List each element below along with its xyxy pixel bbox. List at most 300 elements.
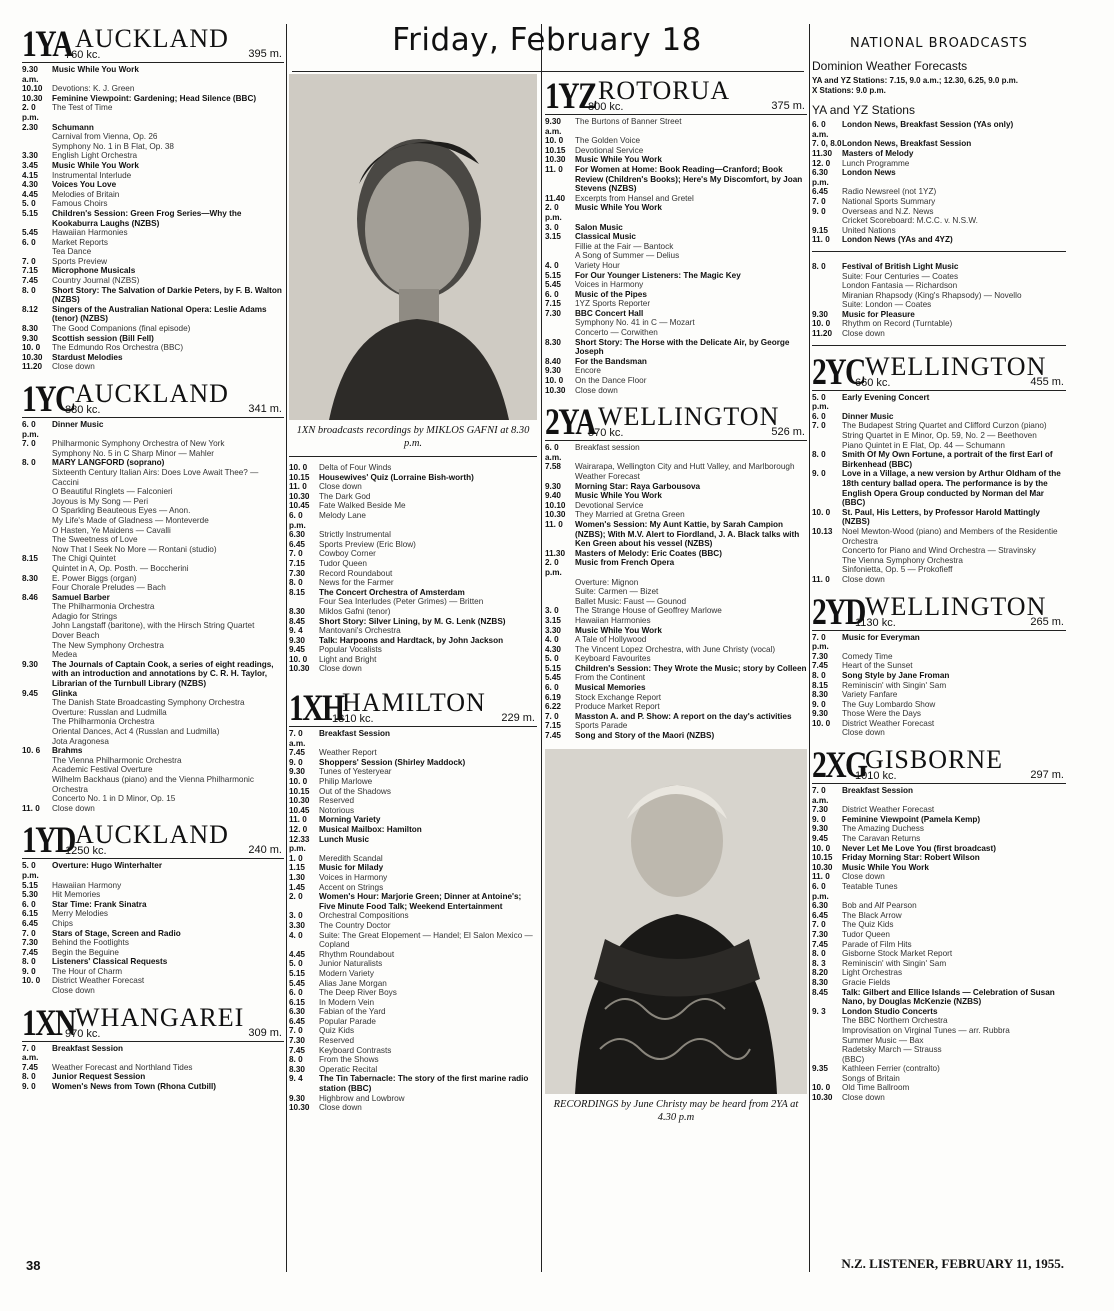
program-entry <box>289 815 537 825</box>
program-entry <box>22 756 284 766</box>
program-title: Stardust Melodies <box>52 352 123 362</box>
program-entry <box>22 737 284 747</box>
station-wavelength: 341 m. <box>248 403 282 415</box>
program-time: 9.30 <box>812 309 828 319</box>
program-time: 6.30 <box>812 901 828 911</box>
station-city: WELLINGTON <box>865 591 1047 621</box>
program-title: Tunes of Yesteryear <box>319 767 392 777</box>
program-time: 2. 0 p.m. <box>545 203 562 222</box>
program-time: 9.30 a.m. <box>545 117 562 136</box>
program-time <box>545 242 575 252</box>
program-time <box>22 132 52 142</box>
station-wavelength: 455 m. <box>1030 375 1064 388</box>
program-title: Friday Morning Star: Robert Wilson <box>842 853 980 863</box>
program-time: 4.30 <box>22 180 38 190</box>
program-time <box>545 587 575 597</box>
program-title: Music While You Work <box>575 155 662 165</box>
program-time: 7.15 <box>545 721 561 731</box>
program-entry <box>812 546 1066 556</box>
program-time: 8. 0 <box>812 949 826 959</box>
program-time <box>22 727 52 737</box>
program-entry <box>289 501 537 511</box>
program-title: Lunch Programme <box>842 158 910 168</box>
program-time: 6. 0 <box>545 289 559 299</box>
program-entry <box>22 602 284 612</box>
program-title: Overture: Mignon <box>575 577 639 587</box>
program-title: For Women at Home: Book Reading—Cranford; Book Review (Children's Books); Here's My Discomfort, by Joan Stevens (NZBS) <box>575 164 803 194</box>
program-title: Improvisation on Virginal Tunes — arr. Rubbra <box>842 1025 1010 1035</box>
program-entry <box>22 641 284 651</box>
program-time: 3.30 <box>289 920 305 930</box>
program-title: Oriental Dances, Act 4 (Russlan and Ludmilla) <box>52 727 220 736</box>
program-entry <box>289 549 537 559</box>
program-title: The Vienna Symphony Orchestra <box>842 555 963 565</box>
june-christy-photo <box>545 749 807 1094</box>
program-title: Four Chorale Preludes — Bach <box>52 583 166 593</box>
station-city: HAMILTON <box>342 688 486 718</box>
station-frequency: 880 kc. <box>65 404 101 416</box>
program-title: The Deep River Boys <box>319 988 397 998</box>
program-entry <box>22 775 284 794</box>
program-entry <box>289 664 537 674</box>
program-title: Comedy Time <box>842 651 893 661</box>
program-time: 3.30 <box>545 625 561 635</box>
program-entry <box>22 238 284 248</box>
program-time: 10. 0 <box>22 343 41 353</box>
program-entry <box>812 661 1066 671</box>
program-title: Overture: Hugo Winterhalter <box>52 861 163 871</box>
program-entry <box>22 257 284 267</box>
program-entry <box>812 450 1066 469</box>
program-time: 6. 0 p.m. <box>22 420 39 439</box>
program-entry <box>545 731 807 741</box>
station-wellington <box>545 402 807 740</box>
program-title: Fabian of the Yard <box>319 1007 386 1017</box>
program-title: Ballet Music: Faust — Gounod <box>575 596 687 606</box>
program-title: The Strange House of Geoffrey Marlowe <box>575 606 722 616</box>
program-title: District Weather Forecast <box>842 718 935 728</box>
program-title: Chips <box>52 918 73 928</box>
program-entry <box>22 650 284 660</box>
program-entry <box>289 578 537 588</box>
program-entry <box>545 223 807 233</box>
program-entry <box>22 526 284 536</box>
program-entry <box>812 1055 1066 1065</box>
program-entry <box>22 209 284 228</box>
program-title: Musical Mailbox: Hamilton <box>319 825 422 834</box>
program-time: 5. 0 <box>289 959 303 969</box>
program-time: 2. 0 p.m. <box>22 103 39 122</box>
program-time: 6. 0 p.m. <box>289 510 306 530</box>
program-entry <box>812 786 1066 805</box>
program-time: 10.10 <box>22 84 43 94</box>
program-time: 2. 0 p.m. <box>545 558 562 577</box>
program-entry <box>289 655 537 665</box>
program-entry <box>545 616 807 626</box>
program-time: 5.45 <box>545 280 561 290</box>
station-header <box>289 688 537 730</box>
program-entry <box>812 187 1066 197</box>
program-time: 7. 0 a.m. <box>289 729 306 748</box>
program-title: Miklos Gafni (tenor) <box>319 606 391 616</box>
program-time <box>22 468 52 487</box>
column-4-stations <box>812 352 1066 1103</box>
program-time: 1.30 <box>289 872 305 882</box>
program-entry <box>545 635 807 645</box>
program-time: 10.30 <box>812 1093 833 1103</box>
program-time: 8.30 <box>812 690 828 700</box>
program-title: Popular Parade <box>319 1016 376 1026</box>
station-code: 1YD <box>22 820 75 862</box>
program-entry <box>22 948 284 958</box>
program-entry <box>289 873 537 883</box>
program-entry <box>289 492 537 502</box>
program-entry <box>22 305 284 324</box>
station-wavelength: 297 m. <box>1030 769 1064 782</box>
station-frequency: 660 kc. <box>855 376 891 389</box>
program-entry <box>812 272 1066 282</box>
program-entry <box>812 421 1066 431</box>
program-title: Music from French Opera <box>575 558 675 568</box>
program-title: Sports Preview <box>52 256 108 266</box>
program-time <box>22 765 52 775</box>
program-time <box>812 565 842 575</box>
program-time <box>22 535 52 545</box>
program-time: 7. 0 <box>22 928 36 938</box>
program-entry <box>22 890 284 900</box>
program-title: Music for Milady <box>319 863 384 873</box>
station-frequency: 570 kc. <box>588 427 624 440</box>
program-entry <box>289 1094 537 1104</box>
program-entry <box>289 979 537 989</box>
program-entry <box>22 497 284 507</box>
program-time: 9.30 <box>22 659 38 669</box>
program-entry <box>545 271 807 281</box>
program-time: 9.35 <box>812 1064 828 1074</box>
program-time: 8.30 <box>289 1064 305 1074</box>
program-entry <box>545 482 807 492</box>
program-title: Music While You Work <box>575 491 662 501</box>
program-time: 10.30 <box>289 491 310 501</box>
program-time: 10.30 <box>545 510 566 520</box>
program-time: 8. 0 <box>289 1055 303 1065</box>
program-time: 10. 0 <box>812 1083 831 1093</box>
program-title: The Sweetness of Love <box>52 535 138 545</box>
program-time: 6.19 <box>545 692 561 702</box>
program-entry <box>812 431 1066 441</box>
program-entry <box>22 957 284 967</box>
program-title: News for the Farmer <box>319 578 394 588</box>
program-title: Weather Forecast and Northland Tides <box>52 1062 193 1072</box>
program-time: 11. 0 <box>812 872 830 882</box>
program-title: The New Symphony Orchestra <box>52 640 164 650</box>
program-title: John Langstaff (baritone), with the Hirsch String Quartet <box>52 621 255 631</box>
program-time: 6. 0 <box>545 683 559 693</box>
program-time: 11. 0 <box>812 235 830 245</box>
program-time: 12.33 p.m. <box>289 834 310 854</box>
program-title: Masters of Melody: Eric Coates (BBC) <box>575 548 722 558</box>
program-title: Bob and Alf Pearson <box>842 901 917 911</box>
program-time: 6.30 <box>289 1007 305 1017</box>
program-title: Summer Music — Bax <box>842 1035 924 1045</box>
program-title: Never Let Me Love You (first broadcast) <box>842 843 996 853</box>
hamilton-continued-list <box>289 463 537 674</box>
program-time: 2. 0 <box>289 892 303 902</box>
program-time: 9. 0 <box>812 699 826 709</box>
station-city: WELLINGTON <box>598 402 780 432</box>
program-time <box>812 281 842 291</box>
column-4 <box>812 24 1066 1274</box>
program-time: 4. 0 <box>289 930 303 940</box>
program-entry <box>812 1083 1066 1093</box>
station-gisborne <box>812 745 1066 1103</box>
program-title: London News <box>842 168 896 178</box>
program-title: 1YZ Sports Reporter <box>575 299 651 309</box>
program-title: Teatable Tunes <box>842 882 898 891</box>
program-title: Samuel Barber <box>52 592 110 602</box>
program-time: 4.45 <box>22 189 38 199</box>
program-entry <box>22 986 284 996</box>
program-entry <box>545 376 807 386</box>
program-entry <box>812 281 1066 291</box>
program-title: Modern Variety <box>319 968 374 978</box>
program-title: Variety Fanfare <box>842 690 898 700</box>
station-auckland <box>22 24 284 372</box>
program-time: 5.45 <box>22 228 38 238</box>
program-entry <box>289 729 537 748</box>
program-entry <box>545 702 807 712</box>
station-header-text <box>588 404 807 440</box>
miklos-gafni-photo <box>289 74 537 420</box>
program-time: 9.45 <box>289 645 305 655</box>
program-title: Fate Walked Beside Me <box>319 501 406 511</box>
program-title: Short Story: The Salvation of Darkie Peters, by F. B. Walton (NZBS) <box>52 285 282 305</box>
program-title: Overseas and N.Z. News <box>842 206 934 216</box>
program-title: Music for Everyman <box>842 632 920 642</box>
program-time: 11. 0 <box>289 482 307 492</box>
program-entry <box>289 854 537 864</box>
program-time <box>22 621 52 631</box>
program-title: Now That I Seek No More — Rontani (studio) <box>52 544 217 554</box>
program-entry <box>22 420 284 439</box>
program-entry <box>22 343 284 353</box>
station-city: GISBORNE <box>865 745 1004 775</box>
program-entry <box>289 777 537 787</box>
program-entry <box>545 146 807 156</box>
program-entry <box>812 159 1066 169</box>
program-title: Highbrow and Lowbrow <box>319 1093 405 1103</box>
station-header-text <box>65 26 284 62</box>
program-title: In Modern Vein <box>319 997 375 1007</box>
program-time: 7.45 <box>289 1045 305 1055</box>
station-code: 1XH <box>289 688 344 730</box>
program-time <box>22 775 52 794</box>
program-title: Masston A. and P. Show: A report on the day's activities <box>575 711 792 721</box>
program-title: The Hour of Charm <box>52 966 123 976</box>
station-header-text <box>65 1002 284 1041</box>
program-entry <box>289 835 537 854</box>
program-title: E. Power Biggs (organ) <box>52 573 137 583</box>
program-title: Out of the Shadows <box>319 786 391 796</box>
program-time <box>812 431 842 441</box>
program-title: Melody Lane <box>319 510 366 520</box>
program-title: Music for Pleasure <box>842 309 915 319</box>
program-title: Close down <box>319 482 362 492</box>
program-time: 3. 0 <box>545 222 559 232</box>
program-title: The Budapest String Quartet and Clifford Curzon (piano) <box>842 421 1047 431</box>
program-time: 6. 0 a.m. <box>545 443 562 462</box>
program-time: 5.45 <box>289 978 305 988</box>
program-title: From the Continent <box>575 673 646 683</box>
program-title: Light and Bright <box>319 654 377 664</box>
program-title: Philip Marlowe <box>319 777 373 787</box>
program-time: 10. 0 <box>812 718 831 728</box>
program-entry <box>812 978 1066 988</box>
program-time: 9. 0 <box>22 1082 36 1092</box>
program-time: 4.30 <box>545 644 561 654</box>
program-entry <box>812 959 1066 969</box>
program-title: District Weather Forecast <box>52 976 145 986</box>
program-entry <box>22 708 284 718</box>
program-entry <box>812 469 1066 507</box>
program-entry <box>22 132 284 142</box>
program-title: National Sports Summary <box>842 196 936 206</box>
program-title: Microphone Musicals <box>52 266 136 276</box>
program-time: 9. 0 <box>812 469 826 479</box>
program-title: Wairarapa, Wellington City and Hutt Valley, and Marlborough Weather Forecast <box>575 462 795 481</box>
program-title: Hawaiian Harmonies <box>52 228 128 238</box>
program-entry <box>545 683 807 693</box>
program-entry <box>289 969 537 979</box>
program-time: 10. 0 <box>22 976 41 986</box>
program-title: Junior Request Session <box>52 1072 146 1082</box>
program-title: BBC Concert Hall <box>575 308 644 318</box>
station-hamilton <box>289 688 537 1113</box>
station-header-text <box>65 822 284 858</box>
program-time <box>545 318 575 328</box>
program-time <box>22 612 52 622</box>
program-time <box>22 641 52 651</box>
program-time: 9.30 <box>545 366 561 376</box>
station-header <box>22 24 284 63</box>
program-entry <box>545 721 807 731</box>
program-title: Voices in Harmony <box>575 280 644 290</box>
program-time: 10.30 <box>289 796 310 806</box>
program-title: Hawaiian Harmonies <box>575 615 651 625</box>
station-city: ROTORUA <box>598 76 731 105</box>
program-entry <box>812 834 1066 844</box>
station-header <box>545 76 807 115</box>
program-entry <box>812 901 1066 911</box>
program-title: Listeners' Classical Requests <box>52 957 168 967</box>
program-time: 4. 0 <box>545 260 559 270</box>
program-time <box>22 583 52 593</box>
program-title: Miranian Rhapsody (King's Rhapsody) — Novello <box>842 290 1022 300</box>
station-wavelength: 265 m. <box>1030 615 1064 628</box>
station-code: 1YZ <box>545 76 597 117</box>
program-title: Suite: The Great Elopement — Handel; El Salon Mexico — Copland <box>319 930 533 950</box>
program-time: 11. 0 <box>22 803 40 813</box>
program-time: 10.30 <box>812 862 833 872</box>
program-title: Popular Vocalists <box>319 645 382 655</box>
station-header-text <box>332 690 537 726</box>
program-title: Symphony No. 41 in C — Mozart <box>575 318 695 328</box>
program-time: 9.30 <box>812 824 828 834</box>
program-time: 7. 0 <box>22 439 36 449</box>
program-title: Sinfonietta, Op. 5 — Prokofieff <box>842 565 953 575</box>
program-time <box>812 441 842 451</box>
program-entry <box>545 165 807 194</box>
program-time: 7. 0 <box>289 1026 303 1036</box>
program-title: Rhythm on Record (Turntable) <box>842 319 953 329</box>
station-code: 2XG <box>812 745 867 787</box>
program-time <box>22 631 52 641</box>
station-frequency: 1130 kc. <box>855 616 896 629</box>
station-frequency: 760 kc. <box>65 49 101 61</box>
program-time: 8.15 <box>812 680 828 690</box>
program-time: 1. 0 <box>289 853 303 863</box>
station-code: 2YC <box>812 351 865 393</box>
program-entry <box>545 318 807 328</box>
program-time: 11. 0 <box>545 519 563 529</box>
program-time: 9.30 <box>812 709 828 719</box>
program-entry <box>22 266 284 276</box>
program-entry <box>545 520 807 549</box>
program-time: 5.15 <box>289 968 305 978</box>
program-title: They Married at Gretna Green <box>575 510 685 520</box>
program-time: 10.30 <box>545 155 566 165</box>
program-entry <box>22 276 284 286</box>
program-time <box>22 449 52 459</box>
program-title: Old Time Ballroom <box>842 1083 910 1093</box>
program-entry <box>289 806 537 816</box>
program-entry <box>289 569 537 579</box>
program-title: Radetsky March — Strauss <box>842 1045 942 1055</box>
program-title: District Weather Forecast <box>842 805 935 815</box>
program-time: 6. 0 <box>812 411 826 421</box>
station-code: 1XN <box>22 1002 75 1044</box>
program-title: Music While You Work <box>52 160 139 170</box>
program-entry <box>289 1055 537 1065</box>
station-header <box>812 592 1066 631</box>
program-entry <box>812 120 1066 139</box>
program-entry <box>289 540 537 550</box>
program-title: Singers of the Australian National Opera: Leslie Adams (tenor) (NZBS) <box>52 304 267 324</box>
program-entry <box>545 510 807 520</box>
program-time <box>812 1026 842 1036</box>
program-time: 5.30 <box>22 890 38 900</box>
program-time <box>545 251 575 261</box>
program-time: 10. 0 <box>289 654 308 664</box>
program-entry <box>289 892 537 911</box>
station-wavelength: 240 m. <box>248 844 282 857</box>
program-entry <box>289 998 537 1008</box>
program-title: Rhythm Roundabout <box>319 949 395 959</box>
program-time: 6.45 <box>812 910 828 920</box>
program-time: 10.30 <box>289 664 310 674</box>
program-entry <box>545 203 807 222</box>
program-entry <box>545 626 807 636</box>
program-entry <box>545 645 807 655</box>
program-time: 10.30 <box>289 1103 310 1113</box>
program-time: 6.45 <box>289 539 305 549</box>
program-time: 3. 0 <box>545 606 559 616</box>
weather-heading: Dominion Weather Forecasts <box>812 59 968 73</box>
program-entry <box>812 527 1066 546</box>
program-time <box>545 328 575 338</box>
program-time: 7.30 <box>22 938 38 948</box>
program-time <box>812 1045 842 1055</box>
